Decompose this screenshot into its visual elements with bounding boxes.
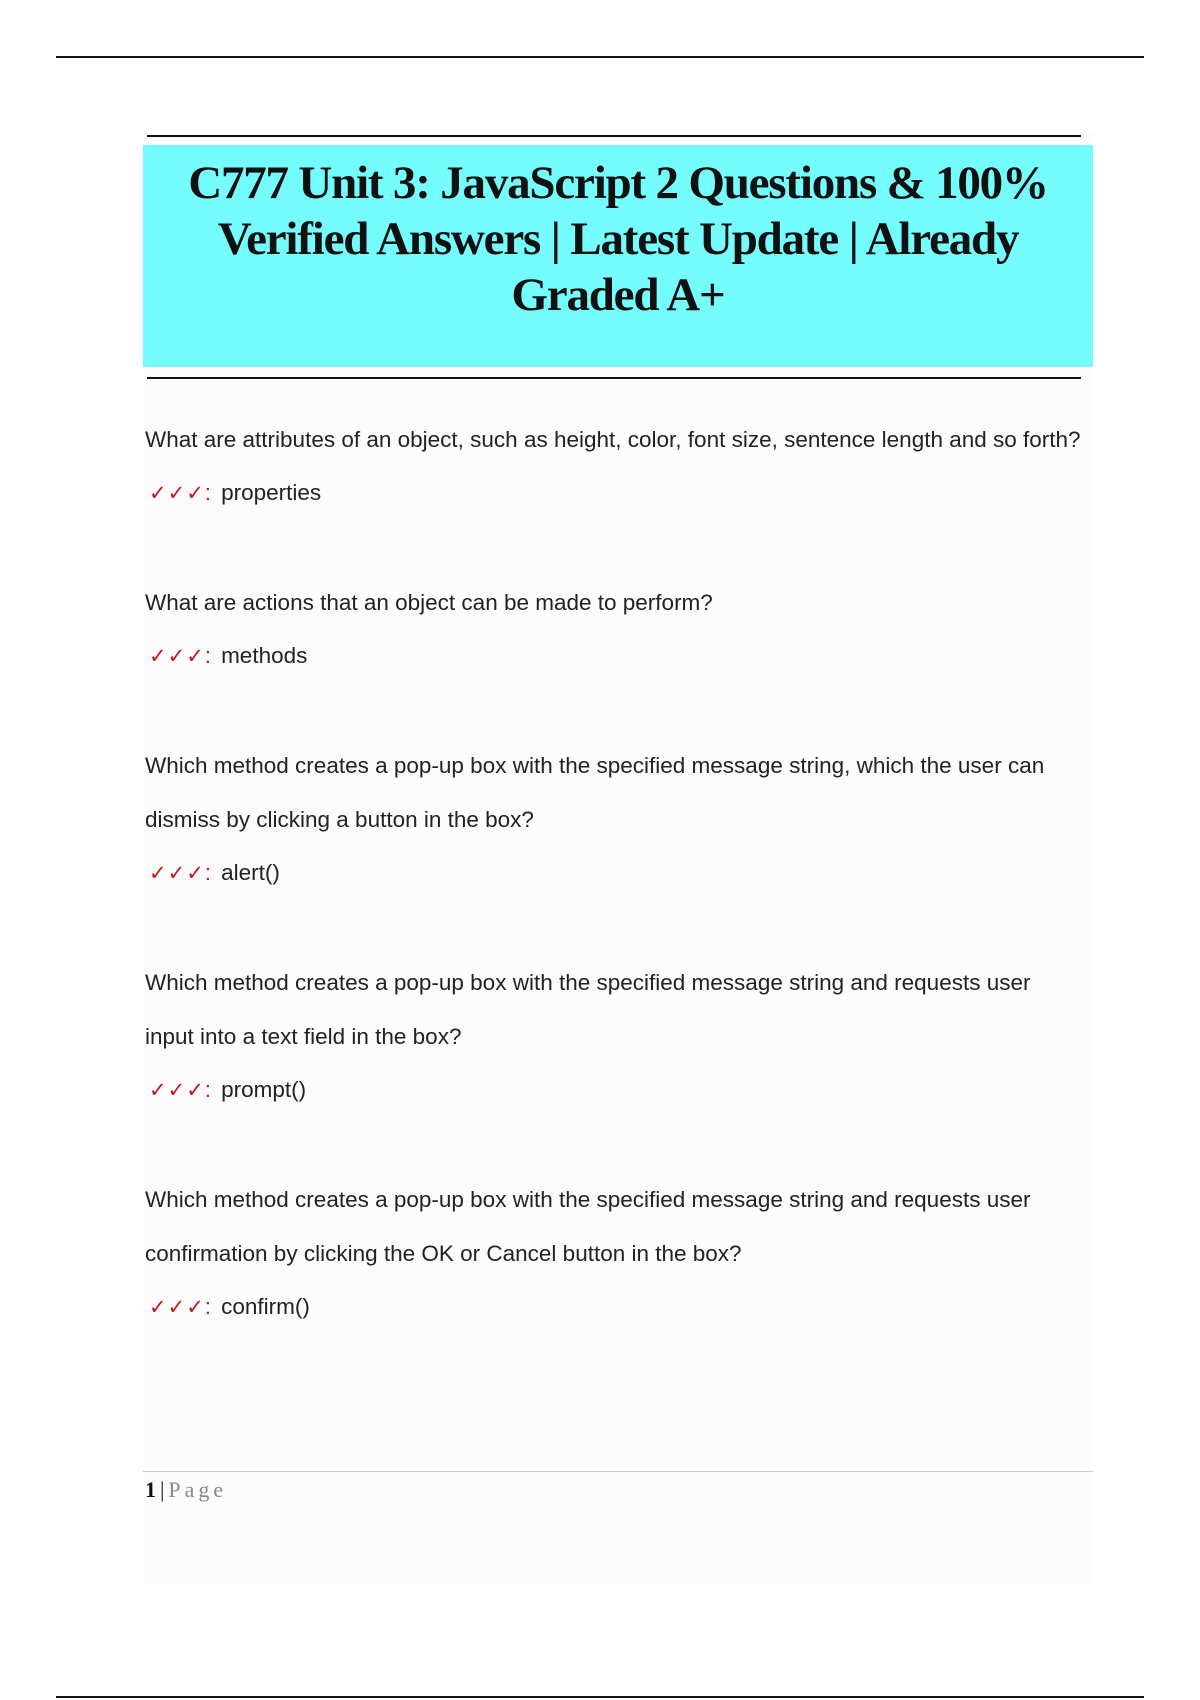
answer-marker-colon: : [204, 643, 212, 668]
answer-text: prompt() [221, 1077, 307, 1102]
title-banner [143, 145, 1093, 367]
checkmark-icon: ✓✓✓ [149, 861, 205, 885]
answer-line [145, 1287, 1085, 1327]
checkmark-icon: ✓✓✓ [149, 1295, 205, 1319]
answer-line [145, 853, 1085, 893]
document-page [143, 133, 1093, 1583]
question-text: Which method creates a pop-up box with the specified message string, which the user can dismiss by clicking a button in the box? [145, 753, 1045, 832]
checkmark-icon: ✓✓✓ [149, 644, 205, 668]
page-top-rule [56, 56, 1144, 58]
answer-line [145, 473, 1085, 513]
question-text: What are attributes of an object, such as height, color, font size, sentence length and so forth? [145, 427, 1081, 452]
answer-text: alert() [221, 860, 280, 885]
qa-item [145, 956, 1085, 1110]
qa-item [145, 1173, 1085, 1327]
page-number: 1 [145, 1477, 156, 1502]
footer-separator: | [160, 1477, 165, 1502]
answer-line [145, 636, 1085, 676]
answer-marker-colon: : [204, 1294, 212, 1319]
answer-marker-colon: : [204, 1077, 212, 1102]
answer-text: methods [221, 643, 308, 668]
question-text: What are actions that an object can be made to perform? [145, 590, 713, 615]
answer-marker-colon: : [204, 860, 212, 885]
checkmark-icon: ✓✓✓ [149, 1078, 205, 1102]
question-list [145, 413, 1085, 1390]
page-label: Page [168, 1477, 228, 1502]
title-bottom-rule [147, 377, 1081, 379]
page-bottom-rule [56, 1696, 1144, 1698]
qa-item [145, 413, 1085, 513]
checkmark-icon: ✓✓✓ [149, 481, 205, 505]
answer-line [145, 1070, 1085, 1110]
footer-rule [143, 1471, 1093, 1472]
qa-item [145, 739, 1085, 893]
answer-text: properties [221, 480, 322, 505]
answer-text: confirm() [221, 1294, 310, 1319]
page-footer [145, 1477, 227, 1503]
qa-item [145, 576, 1085, 676]
answer-marker-colon: : [204, 480, 212, 505]
question-text: Which method creates a pop-up box with the specified message string and requests user confirmation by clicking the OK or Cancel button in the box? [145, 1187, 1031, 1266]
document-title: C777 Unit 3: JavaScript 2 Questions & 100% Verified Answers | Latest Update | Already Graded A+ [188, 157, 1048, 321]
title-top-rule [147, 135, 1081, 137]
question-text: Which method creates a pop-up box with the specified message string and requests user input into a text field in the box? [145, 970, 1031, 1049]
